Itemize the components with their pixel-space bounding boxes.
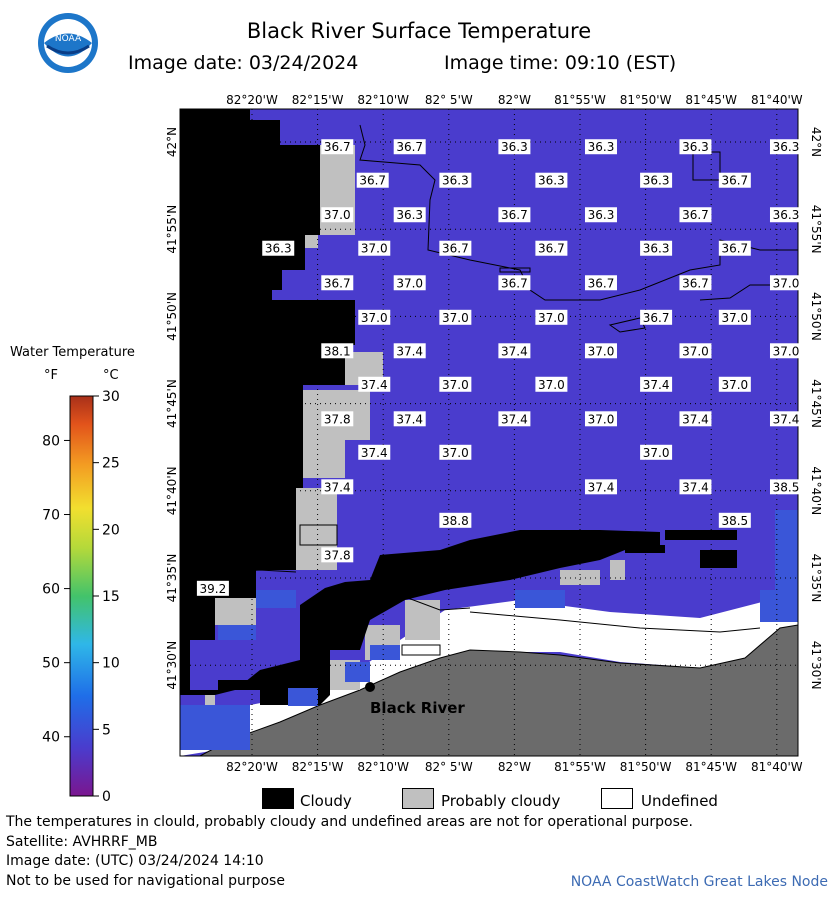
- temperature-value: 37.0: [360, 241, 388, 256]
- temperature-value: 36.3: [538, 173, 565, 188]
- undefined-label: Undefined: [641, 792, 718, 810]
- temperature-value: 37.0: [538, 377, 565, 392]
- temperature-value: 36.7: [501, 208, 528, 223]
- temperature-value: 37.4: [682, 412, 709, 427]
- latitude-label: 42°N: [809, 126, 823, 158]
- latitude-label: 41°35'N: [165, 553, 179, 603]
- longitude-label: 82°20'W: [226, 93, 278, 107]
- latitude-label: 41°45'N: [165, 379, 179, 429]
- temperature-value: 37.0: [721, 377, 749, 392]
- temperature-value: 37.8: [323, 548, 351, 563]
- temperature-value: 37.4: [360, 377, 388, 392]
- temperature-value: 36.7: [587, 276, 615, 291]
- fahrenheit-tick-label: 50: [42, 655, 60, 672]
- cloudy-strip-east-2: [700, 550, 737, 568]
- cloudy-label: Cloudy: [300, 792, 352, 810]
- temperature-value: 36.7: [323, 140, 351, 155]
- temperature-value: 37.0: [587, 344, 615, 359]
- longitude-label: 82° 5'W: [424, 760, 473, 774]
- temperature-value: 37.4: [360, 445, 388, 460]
- temperature-value: 37.0: [396, 276, 424, 291]
- temperature-value: 38.5: [721, 513, 749, 528]
- temperature-value: 37.0: [772, 276, 800, 291]
- temperature-value: 37.4: [587, 480, 615, 495]
- footer-satellite: Satellite: AVHRRF_MB: [6, 834, 158, 850]
- cloudy-patch-sw: [218, 680, 250, 690]
- temperature-value: 37.4: [772, 412, 800, 427]
- temperature-value: 36.3: [587, 208, 615, 223]
- temperature-value: 36.7: [323, 276, 351, 291]
- temperature-value: 36.3: [682, 140, 709, 155]
- latitude-label: 42°N: [165, 126, 179, 158]
- temperature-value: 37.4: [396, 412, 424, 427]
- longitude-label: 81°45'W: [685, 760, 738, 774]
- cloudy-strip-mid: [625, 545, 665, 553]
- temperature-value: 36.7: [682, 276, 709, 291]
- image-date: Image date: 03/24/2024: [128, 52, 359, 74]
- longitude-label: 81°50'W: [619, 760, 672, 774]
- temperature-value: 36.3: [642, 173, 670, 188]
- temperature-value: 38.8: [442, 513, 469, 528]
- longitude-label: 81°50'W: [619, 93, 672, 107]
- temperature-value: 37.4: [501, 412, 528, 427]
- celsius-tick-label: 20: [102, 522, 120, 539]
- footer-note: The temperatures in clould, probably cloudy and undefined areas are not for operational purpose.: [6, 814, 693, 830]
- temperature-value: 37.4: [501, 344, 528, 359]
- temperature-value: 37.0: [442, 445, 469, 460]
- fahrenheit-tick-label: 40: [42, 729, 60, 746]
- temperature-value: 36.3: [396, 208, 424, 223]
- undefined-swatch: [601, 788, 633, 809]
- temperature-value: 37.0: [360, 310, 388, 325]
- temperature-value: 36.7: [538, 241, 565, 256]
- unit-fahrenheit: °F: [44, 368, 58, 383]
- temperature-value: 37.4: [682, 480, 709, 495]
- temperature-value: 37.0: [642, 445, 670, 460]
- latitude-label: 41°40'N: [809, 466, 823, 516]
- temperature-value: 36.3: [772, 208, 800, 223]
- latitude-label: 41°35'N: [809, 553, 823, 603]
- temperature-value: 37.0: [538, 310, 565, 325]
- logo-text: NOAA: [54, 34, 82, 44]
- latitude-labels-left: [165, 127, 179, 690]
- temperature-value: 36.7: [721, 241, 749, 256]
- longitude-label: 81°45'W: [685, 93, 738, 107]
- latitude-label: 41°30'N: [165, 640, 179, 690]
- latitude-label: 41°50'N: [165, 291, 179, 341]
- colorbar: [70, 396, 93, 796]
- longitude-label: 82°15'W: [291, 93, 344, 107]
- fahrenheit-tick-label: 80: [42, 433, 60, 450]
- black-river-label: Black River: [370, 699, 465, 717]
- temperature-value: 37.4: [642, 377, 670, 392]
- latitude-label: 41°30'N: [809, 640, 823, 690]
- legend-title: Water Temperature: [10, 345, 135, 360]
- temperature-value: 37.0: [587, 412, 615, 427]
- probably-cloudy-swatch: [402, 788, 434, 809]
- longitude-label: 81°55'W: [554, 93, 606, 107]
- celsius-tick-label: 25: [102, 455, 120, 472]
- temperature-value: 36.7: [501, 276, 528, 291]
- unit-celsius: °C: [103, 368, 119, 383]
- fahrenheit-tick-label: 70: [42, 507, 60, 524]
- celsius-tick-label: 10: [102, 655, 120, 672]
- longitude-label: 82°10'W: [357, 93, 410, 107]
- probably-cloudy-label: Probably cloudy: [441, 792, 561, 810]
- footer-nav-warning: Not to be used for navigational purpose: [6, 873, 285, 889]
- temperature-value: 37.4: [323, 480, 351, 495]
- fahrenheit-tick-label: 60: [42, 581, 60, 598]
- longitude-label: 82°20'W: [226, 760, 278, 774]
- temperature-value: 37.0: [442, 310, 469, 325]
- temperature-value: 37.0: [772, 344, 800, 359]
- temperature-value: 39.2: [199, 581, 227, 596]
- temperature-value: 36.3: [772, 140, 800, 155]
- longitude-label: 81°40'W: [750, 760, 803, 774]
- footer-credit: NOAA CoastWatch Great Lakes Node: [570, 874, 828, 890]
- temperature-value: 36.3: [587, 140, 615, 155]
- cloudy-strip-east: [665, 530, 737, 540]
- latitude-label: 41°55'N: [809, 204, 823, 254]
- temperature-value: 37.0: [721, 310, 749, 325]
- temperature-value: 36.7: [396, 140, 424, 155]
- black-river-marker: [365, 682, 375, 692]
- celsius-tick-label: 15: [102, 589, 120, 605]
- temperature-value: 36.3: [501, 140, 528, 155]
- longitude-label: 82° 5'W: [424, 93, 473, 107]
- temperature-value: 36.7: [442, 241, 469, 256]
- temperature-value: 36.7: [642, 310, 670, 325]
- longitude-label: 82°W: [497, 760, 531, 774]
- temperature-value: 38.1: [323, 344, 351, 359]
- celsius-tick-label: 30: [102, 389, 120, 405]
- image-time: Image time: 09:10 (EST): [444, 52, 677, 74]
- footer-utc-date: Image date: (UTC) 03/24/2024 14:10: [6, 853, 264, 869]
- longitude-label: 82°15'W: [291, 760, 344, 774]
- page-title: Black River Surface Temperature: [246, 19, 592, 43]
- latitude-labels-right: [809, 127, 823, 690]
- temperature-value: 36.3: [642, 241, 670, 256]
- temperature-value: 37.0: [442, 377, 469, 392]
- temperature-value: 36.3: [442, 173, 469, 188]
- longitude-label: 82°W: [497, 93, 531, 107]
- cloudy-swatch: [262, 788, 294, 809]
- temperature-value: 38.5: [772, 480, 800, 495]
- temperature-value: 36.3: [264, 241, 292, 256]
- latitude-label: 41°55'N: [165, 204, 179, 254]
- longitude-labels-top: [226, 93, 803, 107]
- temperature-value: 37.8: [323, 412, 351, 427]
- temperature-value: 37.0: [323, 208, 351, 223]
- map-layers: [180, 109, 798, 756]
- longitude-label: 81°55'W: [554, 760, 606, 774]
- latitude-label: 41°45'N: [809, 379, 823, 429]
- temperature-value: 36.7: [721, 173, 749, 188]
- longitude-label: 81°40'W: [750, 93, 803, 107]
- longitude-label: 82°10'W: [357, 760, 410, 774]
- celsius-tick-label: 5: [102, 722, 111, 739]
- temperature-value: 36.7: [359, 173, 387, 188]
- latitude-label: 41°50'N: [809, 291, 823, 341]
- celsius-tick-label: 0: [102, 789, 111, 805]
- temperature-value: 36.7: [682, 208, 709, 223]
- longitude-labels-bottom: [226, 760, 803, 774]
- temperature-value: 37.0: [682, 344, 709, 359]
- temperature-value: 37.4: [396, 344, 424, 359]
- latitude-label: 41°40'N: [165, 466, 179, 516]
